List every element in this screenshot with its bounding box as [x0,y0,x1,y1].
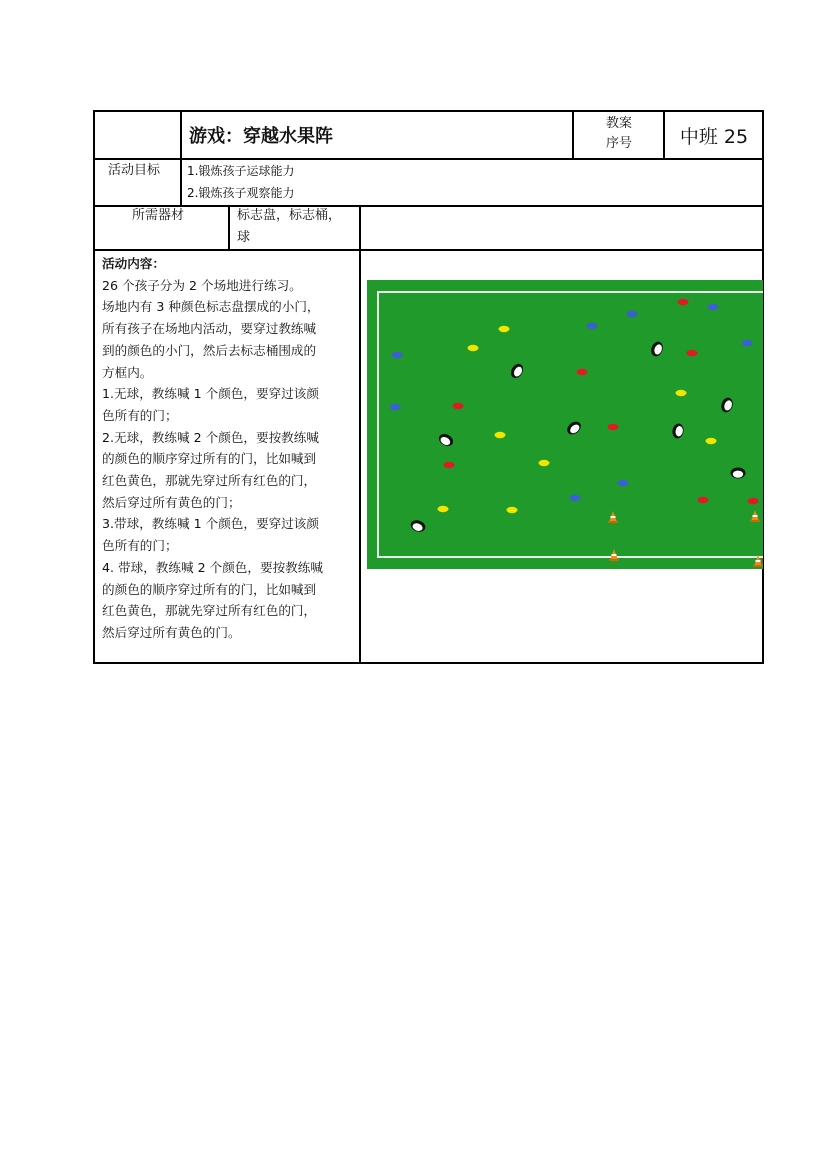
content-line: 26 个孩子分为 2 个场地进行练习。 [102,277,302,293]
activity-content [102,253,356,644]
seq-label [575,114,663,154]
content-line: 色所有的门； [102,407,178,423]
yellow-disc [499,326,510,332]
content-line: 的颜色的顺序穿过所有的门，比如喊到 [102,451,317,467]
content-line: 3.带球，教练喊 1 个颜色，要穿过该颜 [102,516,319,532]
equipment-value-line1: 标志盘，标志桶， [237,208,342,223]
goal-item-2: 2.锻炼孩子观察能力 [187,186,295,200]
yellow-disc [539,460,550,466]
field-grass [367,280,763,569]
equipment-value-line2: 球 [237,230,251,245]
row-divider-2 [93,205,764,207]
yellow-disc [676,390,687,396]
page-title: 游戏：穿越水果阵 [189,126,333,147]
player-icon [731,468,746,479]
seq-label-line1: 教案 [605,116,632,131]
content-line: 4. 带球，教练喊 2 个颜色，要按教练喊 [102,559,323,575]
blue-disc [708,304,719,310]
blue-disc [627,311,638,317]
yellow-disc [706,438,717,444]
content-line: 色所有的门； [102,538,178,554]
content-line: 红色黄色，那就先穿过所有红色的门， [102,473,317,489]
red-disc [577,369,588,375]
goal-item-1: 1.锻炼孩子运球能力 [187,164,295,178]
red-disc [453,403,464,409]
field-svg [367,280,763,569]
red-disc [687,350,698,356]
col-divider-label [180,110,182,206]
blue-disc [742,340,753,346]
content-line: 然后穿过所有黄色的门。 [102,624,241,640]
content-line: 方框内。 [102,364,153,380]
content-line: 的颜色的顺序穿过所有的门，比如喊到 [102,581,317,597]
blue-disc [618,480,629,486]
goals-label: 活动目标 [108,163,161,178]
col-divider-equip-b [359,205,361,664]
table-border-bottom [93,662,764,664]
seq-label-line2: 序号 [605,136,632,151]
yellow-disc [468,345,479,351]
red-disc [698,497,709,503]
row-divider-3 [93,249,764,251]
content-line: 场地内有 3 种颜色标志盘摆成的小门， [102,299,320,315]
content-line: 然后穿过所有黄色的门； [102,494,241,510]
field-diagram [367,280,763,569]
yellow-disc [438,506,449,512]
blue-disc [392,352,403,358]
col-divider-equip-a [228,205,230,250]
content-line: 到的颜色的小门，然后去标志桶围成的 [102,342,317,358]
equipment-label: 所需器材 [132,208,185,223]
col-divider-seqlabel [572,110,574,159]
content-line: 2.无球，教练喊 2 个颜色，要按教练喊 [102,429,319,445]
table-border-left [93,110,95,664]
yellow-disc [495,432,506,438]
red-disc [444,462,455,468]
seq-value: 中班 25 [679,126,749,148]
content-heading: 活动内容： [102,256,165,271]
blue-disc [390,404,401,410]
content-line: 所有孩子在场地内活动，要穿过教练喊 [102,321,317,337]
blue-disc [587,323,598,329]
content-line: 1.无球，教练喊 1 个颜色，要穿过该颜 [102,386,319,402]
yellow-disc [507,507,518,513]
red-disc [608,424,619,430]
blue-disc [570,495,581,501]
content-line: 红色黄色，那就先穿过所有红色的门， [102,603,317,619]
red-disc [748,498,759,504]
red-disc [678,299,689,305]
